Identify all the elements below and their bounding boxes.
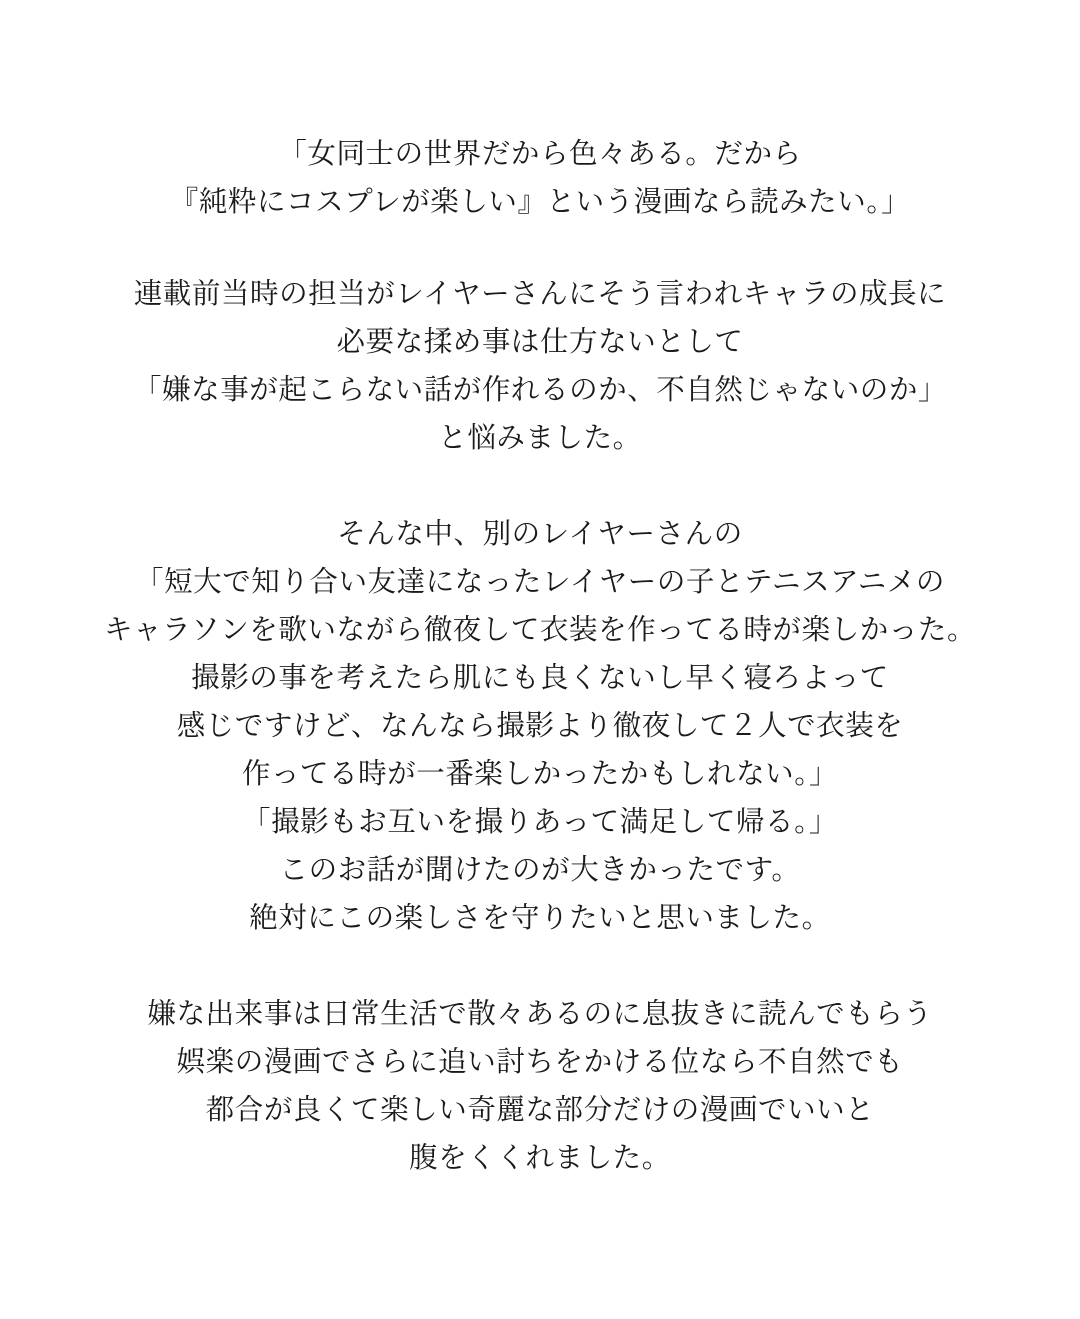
paragraph-conclusion bbox=[60, 990, 1020, 1182]
text-line: 都合が良くて楽しい奇麗な部分だけの漫画でいいと bbox=[205, 1094, 875, 1126]
text-line: 嫌な出来事は日常生活で散々あるのに息抜きに読んでもらう bbox=[147, 998, 933, 1030]
text-line: キャラソンを歌いながら徹夜して衣装を作ってる時が楽しかった。 bbox=[103, 614, 977, 646]
paragraph-other-layer-story bbox=[60, 510, 1020, 942]
text-line: 「短大で知り合い友達になったレイヤーの子とテニスアニメの bbox=[135, 566, 945, 598]
text-line: と悩みました。 bbox=[438, 422, 642, 454]
text-line: 作ってる時が一番楽しかったかもしれない。」 bbox=[241, 758, 839, 790]
text-line: 腹をくくれました。 bbox=[409, 1142, 671, 1174]
paragraph-quote-editor bbox=[60, 130, 1020, 226]
text-line: このお話が聞けたのが大きかったです。 bbox=[279, 854, 801, 886]
text-line: 連載前当時の担当がレイヤーさんにそう言われキャラの成長に bbox=[133, 278, 947, 310]
text-line: 『純粋にコスプレが楽しい』という漫画なら読みたい。」 bbox=[169, 186, 911, 218]
text-line: 「嫌な事が起こらない話が作れるのか、不自然じゃないのか」 bbox=[133, 374, 947, 406]
text-line: そんな中、別のレイヤーさんの bbox=[337, 518, 743, 550]
text-line: 「女同士の世界だから色々ある。だから bbox=[278, 138, 802, 170]
text-line: 必要な揉め事は仕方ないとして bbox=[336, 326, 744, 358]
text-line: 撮影の事を考えたら肌にも良くないし早く寝ろよって bbox=[191, 662, 889, 694]
text-line: 娯楽の漫画でさらに追い討ちをかける位なら不自然でも bbox=[176, 1046, 904, 1078]
paragraph-author-worry bbox=[60, 270, 1020, 462]
text-line: 感じですけど、なんなら撮影より徹夜して２人で衣装を bbox=[176, 710, 904, 742]
text-line: 「撮影もお互いを撮りあって満足して帰る。」 bbox=[242, 806, 838, 838]
text-line: 絶対にこの楽しさを守りたいと思いました。 bbox=[249, 902, 831, 934]
